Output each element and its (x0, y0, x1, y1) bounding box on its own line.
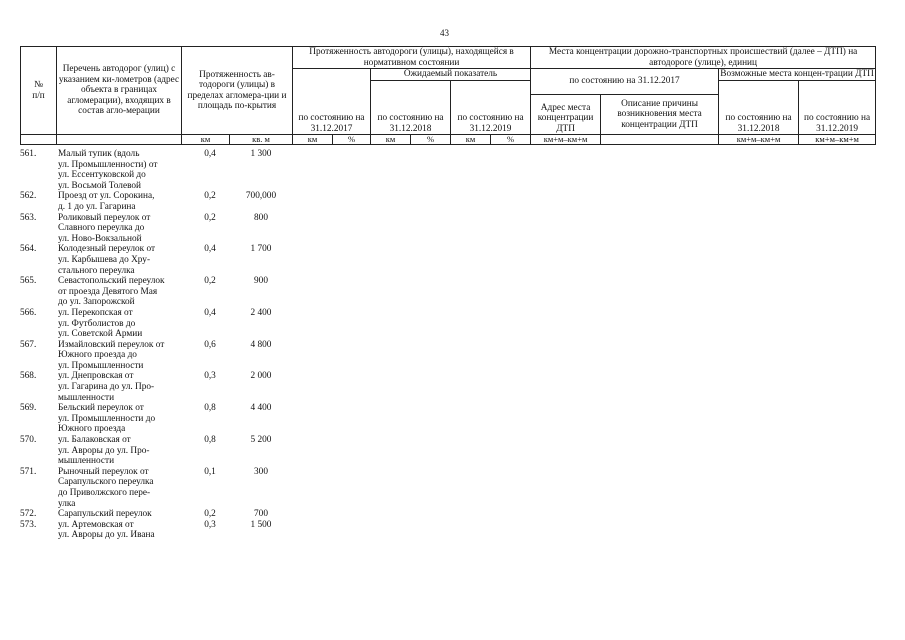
length-km: 0,4 (204, 307, 216, 318)
length-km: 0,8 (204, 403, 216, 414)
road-name-line: ул. Балаковская от (58, 435, 131, 446)
length-km: 0,2 (204, 191, 216, 202)
table-row (20, 435, 300, 467)
road-name-line: Южного проезда (58, 424, 126, 435)
length-km: 0,1 (204, 466, 216, 477)
road-name-line: Сарапульского переулка (58, 477, 154, 488)
road-name-line: ул. Гагарина до ул. Про- (58, 382, 155, 393)
row-number: 565. (20, 276, 37, 287)
road-name-line: ул. Днепровская от (58, 371, 134, 382)
area-sqm: 4 400 (250, 403, 272, 414)
unit-pct: % (333, 135, 371, 145)
area-sqm: 4 800 (250, 339, 272, 350)
length-km: 0,3 (204, 371, 216, 382)
header-dtp-2017: по состоянию на 31.12.2017 (531, 69, 719, 95)
table-row (20, 371, 300, 403)
road-name-line: ул. Авроры до ул. Ивана (58, 530, 155, 541)
row-number: 573. (20, 519, 37, 530)
area-sqm: 1 300 (250, 149, 272, 159)
row-number: 563. (20, 212, 37, 223)
unit-km: км (182, 135, 230, 145)
header-possible: Возможные места концен-трации ДТП (720, 69, 874, 80)
header-table (20, 46, 876, 145)
road-name (58, 191, 208, 212)
unit-sqm: кв. м (230, 135, 293, 145)
unit-kmm: км+м–км+м (531, 135, 601, 145)
table-row (20, 244, 300, 276)
row-number: 564. (20, 244, 37, 255)
area-sqm: 800 (254, 212, 268, 223)
road-name-line: Проезд от ул. Сорокина, (58, 191, 155, 202)
road-name-line: ул. Футболистов до (58, 318, 136, 329)
length-km: 0,8 (204, 435, 216, 446)
header-list: Перечень автодорог (улиц) с указанием ки-лометров (адрес объекта в границах агломерации), входящих в состав агло-мерации (57, 47, 182, 135)
header-address: Адрес места концентрации ДТП (531, 95, 601, 135)
area-sqm: 700 (254, 509, 268, 520)
road-name-line: Бельский переулок от (58, 403, 144, 414)
area-sqm: 1 700 (250, 244, 272, 255)
road-name (58, 520, 208, 541)
road-name-line: мышленности (58, 392, 115, 403)
header-norm: Протяженность автодороги (улицы), находящейся в нормативном состоянии (293, 47, 531, 69)
table-row (20, 520, 300, 541)
road-name-line: д. 1 до ул. Гагарина (58, 201, 136, 212)
road-name-line: ул. Авроры до ул. Про- (58, 445, 150, 456)
road-name-line: ул. Промышленности (58, 360, 144, 371)
road-name (58, 435, 208, 467)
header-dtp-2018: по состоянию на 31.12.2018 (719, 81, 799, 135)
header-length: Протяженность ав-тодороги (улицы) в пределах агломера-ции и площадь по-крытия (182, 47, 293, 135)
header-dtp-2019: по состоянию на 31.12.2019 (799, 81, 876, 135)
unit-kmm: км+м–км+м (719, 135, 799, 145)
table-body (20, 149, 300, 541)
table-row (20, 467, 300, 509)
road-name (58, 244, 208, 276)
unit-km: км (451, 135, 491, 145)
row-number: 561. (20, 149, 37, 159)
area-sqm: 300 (254, 466, 268, 477)
road-name-line: Севастопольский переулок (58, 276, 165, 287)
road-name-line: Колодезный переулок от (58, 244, 156, 255)
table-row (20, 213, 300, 245)
length-km: 0,2 (204, 276, 216, 287)
road-name-line: ул. Промышленности до (58, 413, 156, 424)
length-km: 0,4 (204, 244, 216, 255)
length-km: 0,6 (204, 339, 216, 350)
unit-pct: % (411, 135, 451, 145)
road-name (58, 308, 208, 340)
road-name-line: Измайловский переулок от (58, 339, 165, 350)
area-sqm: 700,000 (245, 191, 277, 202)
road-name-line: Рыночный переулок от (58, 466, 149, 477)
road-name-line: Роликовый переулок от (58, 212, 151, 223)
table-row (20, 308, 300, 340)
unit-kmm: км+м–км+м (799, 135, 876, 145)
road-name-line: ул. Карбышева до Хру- (58, 254, 151, 265)
length-km: 0,3 (204, 519, 216, 530)
unit-empty (21, 135, 57, 145)
road-name (58, 213, 208, 245)
length-km: 0,4 (204, 149, 216, 159)
road-name-line: ул. Восьмой Толевой (58, 180, 142, 191)
header-2018: по состоянию на 31.12.2018 (371, 81, 451, 135)
road-name-line: ул. Перекопская от (58, 307, 133, 318)
road-name-line: до ул. Запорожской (58, 297, 135, 308)
unit-pct: % (491, 135, 531, 145)
road-name (58, 371, 208, 403)
length-km: 0,2 (204, 509, 216, 520)
area-sqm: 900 (254, 276, 268, 287)
area-sqm: 1 500 (250, 519, 272, 530)
road-name-line: Южного проезда до (58, 350, 137, 361)
row-number: 562. (20, 191, 37, 202)
road-name-line: Славного переулка до (58, 223, 145, 234)
row-number: 567. (20, 339, 37, 350)
road-name-line: ул. Советской Армии (58, 329, 143, 340)
area-sqm: 2 000 (250, 371, 272, 382)
row-number: 566. (20, 307, 37, 318)
header-dtp: Места концентрации дорожно-транспортных происшествий (далее – ДТП) на автодороге (улице), единиц (531, 47, 876, 69)
table-row (20, 191, 300, 212)
road-name-line: ул. Ново-Вокзальной (58, 233, 142, 244)
row-number: 568. (20, 371, 37, 382)
road-name (58, 340, 208, 372)
road-name-line: улка (58, 498, 76, 509)
row-number: 572. (20, 509, 37, 520)
road-name-line: до Приволжского пере- (58, 488, 151, 498)
road-name-line: Малый тупик (вдоль (58, 149, 140, 159)
road-name (58, 149, 208, 191)
table-row (20, 149, 300, 191)
unit-empty (601, 135, 719, 145)
table-row (20, 403, 300, 435)
road-name (58, 467, 208, 509)
road-name-line: мышленности (58, 456, 115, 467)
unit-empty (57, 135, 182, 145)
table-row (20, 340, 300, 372)
row-number: 571. (20, 466, 37, 477)
header-2019: по состоянию на 31.12.2019 (451, 81, 531, 135)
row-number: 569. (20, 403, 37, 414)
unit-km: км (371, 135, 411, 145)
road-name-line: Сарапульский переулок (58, 509, 152, 520)
header-2017: по состоянию на 31.12.2017 (293, 69, 371, 135)
unit-km: км (293, 135, 333, 145)
header-expected: Ожидаемый показатель (371, 69, 531, 81)
area-sqm: 5 200 (250, 435, 272, 446)
table-row (20, 509, 300, 520)
road-name-line: ул. Артемовская от (58, 519, 134, 530)
area-sqm: 2 400 (250, 307, 272, 318)
road-name (58, 509, 208, 520)
road-name-line: ул. Промышленности) от (58, 159, 158, 170)
table-row (20, 276, 300, 308)
header-no: № п/п (21, 47, 57, 135)
road-name (58, 276, 208, 308)
road-name-line: от проезда Девятого Мая (58, 286, 158, 297)
page-number: 43 (440, 28, 449, 38)
road-name-line: ул. Ессентуковской до (58, 170, 146, 181)
road-name (58, 403, 208, 435)
header-description: Описание причины возникновения места концентрации ДТП (601, 95, 719, 135)
row-number: 570. (20, 435, 37, 446)
length-km: 0,2 (204, 212, 216, 223)
road-name-line: стального переулка (58, 265, 135, 276)
